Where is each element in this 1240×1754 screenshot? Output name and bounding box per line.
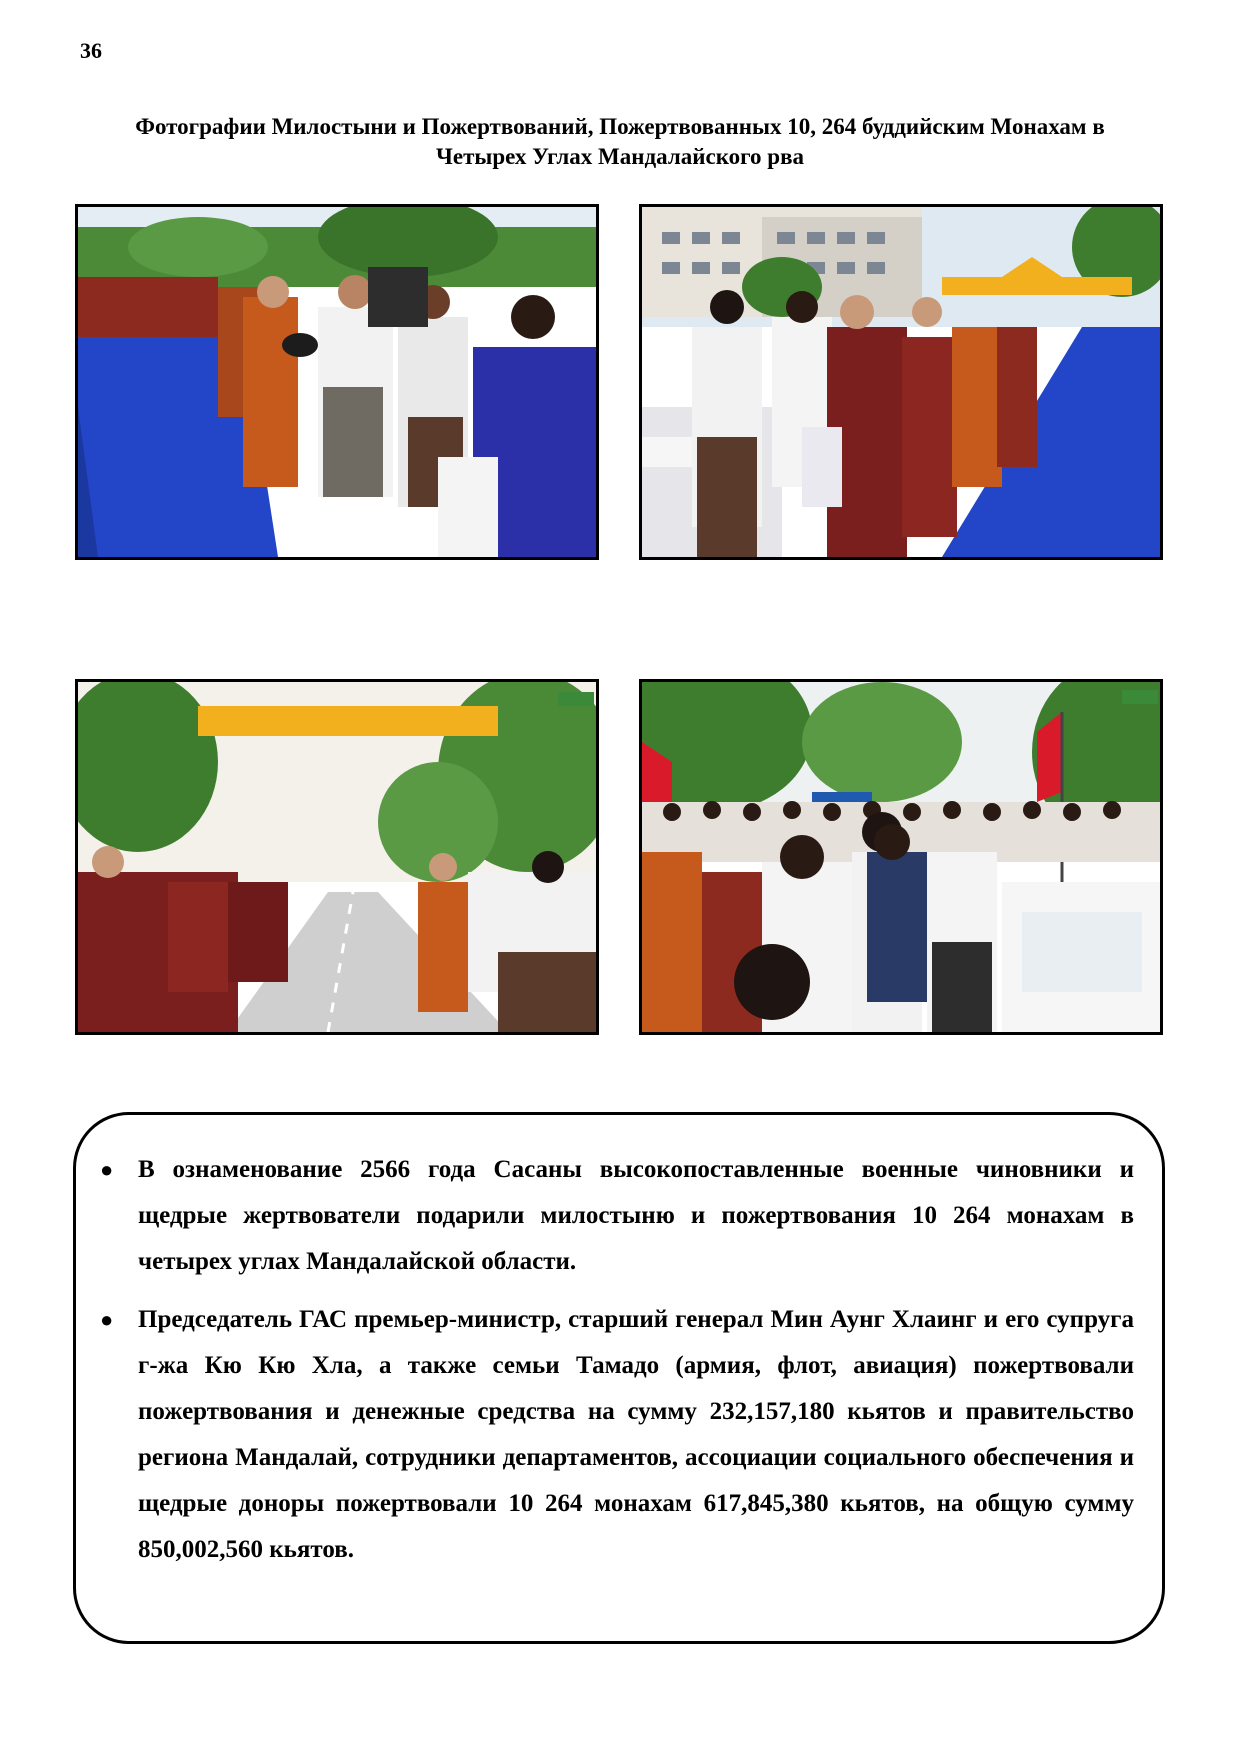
info-box [73,1112,1165,1644]
photo-alms-procession [75,204,599,560]
photo-monks-road-arch-icon [78,682,596,1032]
photo-donors-crowd [639,679,1163,1035]
bullet-text: В ознаменование 2566 года Сасаны высокопоставленные военные чиновники и щедрые жертвователи подарили милостыню и пожертвования 10 264 монахам в четырех углах Мандалайской области. [138,1156,1134,1275]
bullet-dot-icon: ● [100,1157,114,1182]
photo-alms-procession-icon [78,207,596,557]
bullet-text: Председатель ГАС премьер-министр, старший генерал Мин Аунг Хлаинг и его супруга г-жа Кю Кю Хла, а также семьи Тамадо (армия, флот, авиация) пожертвовали пожертвования и денежные средства на сумму 232,157,180 кьятов и правительство региона Мандалай, сотрудники департаментов, ассоциации социального обеспечения и щедрые доноры пожертвовали 10 264 монахам 617,845,380 кьятов, на общую сумму 850,002,560 кьятов. [138,1306,1134,1563]
photo-alms-city-street-icon [642,207,1160,557]
bullet-dot-icon: ● [100,1307,114,1332]
photo-donors-crowd-icon [642,682,1160,1032]
bullet-item [100,1297,1134,1573]
page-title-line-1: Фотографии Милостыни и Пожертвований, Пожертвованных 10, 264 буддийским Монахам в [135,114,1105,139]
page-title [70,112,1170,172]
page-title-line-2: Четырех Углах Мандалайского рва [436,144,804,169]
photo-alms-city-street [639,204,1163,560]
bullet-item [100,1147,1134,1285]
bullet-list [100,1147,1134,1585]
photo-monks-road-arch [75,679,599,1035]
page-number: 36 [80,38,102,63]
